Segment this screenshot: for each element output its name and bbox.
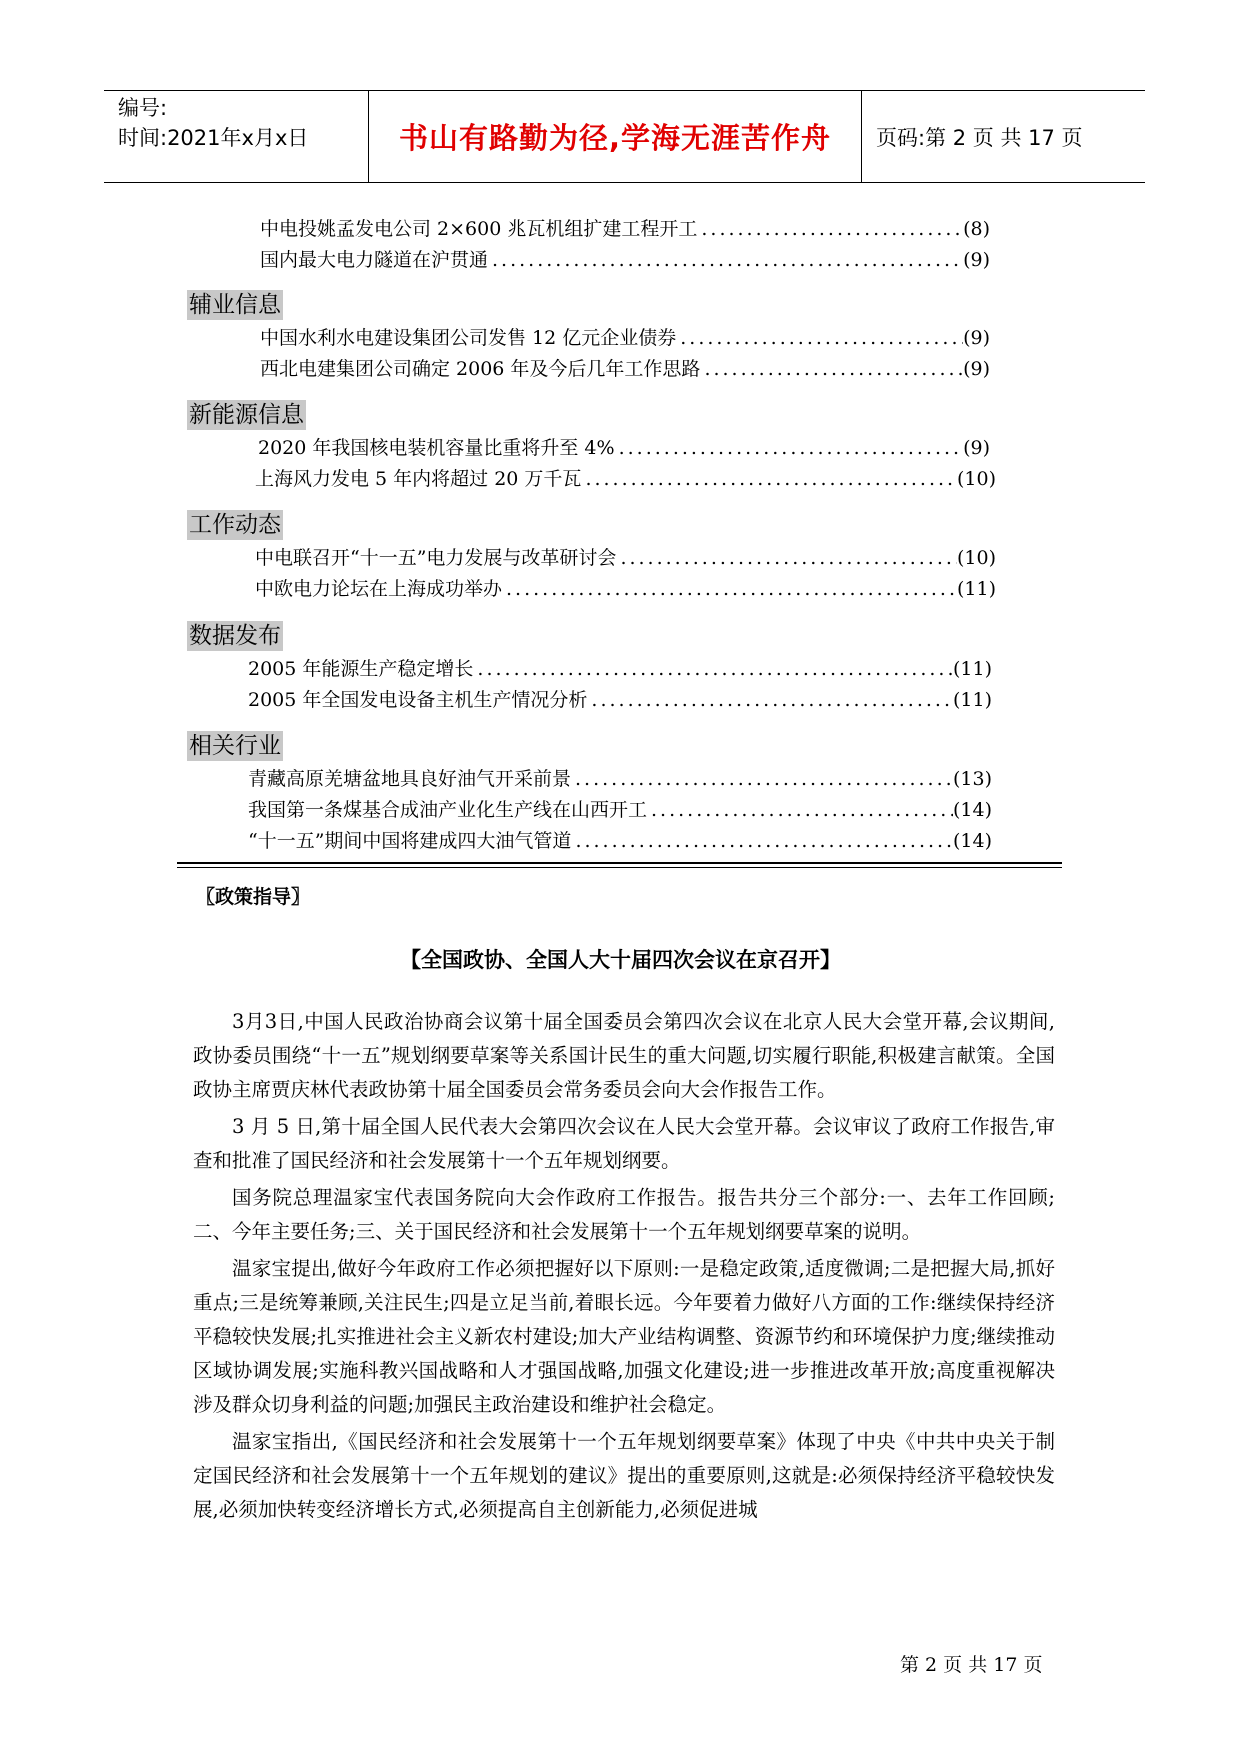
toc-page: (9) xyxy=(963,358,990,380)
toc-line[interactable] xyxy=(248,656,992,682)
page-header xyxy=(104,90,1145,183)
toc-leader xyxy=(581,466,957,492)
toc-section xyxy=(187,290,307,320)
toc-section xyxy=(187,510,307,540)
toc-leader xyxy=(502,576,957,602)
section-label: 〖政策指导〗 xyxy=(196,886,311,908)
toc-leader xyxy=(571,828,953,854)
article-body xyxy=(193,1005,1055,1530)
toc-leader xyxy=(676,325,963,351)
toc-leader xyxy=(587,687,953,713)
toc-title: 青藏高原羌塘盆地具良好油气开采前景 xyxy=(248,768,572,790)
toc-section-heading: 辅业信息 xyxy=(189,292,281,318)
paragraph: 3 月 5 日,第十届全国人民代表大会第四次会议在人民大会堂开幕。会议审议了政府工作报告,审查和批准了国民经济和社会发展第十一个五年规划纲要。 xyxy=(193,1115,1055,1172)
toc-title: 我国第一条煤基合成油产业化生产线在山西开工 xyxy=(248,799,648,821)
header-meta xyxy=(104,91,369,182)
toc-title: “十一五”期间中国将建成四大油气管道 xyxy=(248,830,572,852)
article-title: 【全国政协、全国人大十届四次会议在京召开】 xyxy=(400,948,841,972)
header-page-label: 页码:第 2 页 共 17 页 xyxy=(876,125,1083,150)
time-label: 时间:2021年x月x日 xyxy=(118,126,309,150)
toc-title: 中欧电力论坛在上海成功举办 xyxy=(255,578,503,600)
toc-page: (11) xyxy=(956,578,996,600)
paragraph: 3月3日,中国人民政治协商会议第十届全国委员会第四次会议在北京人民大会堂开幕,会议期间,政协委员围绕“十一五”规划纲要草案等关系国计民生的重大问题,切实履行职能,积极建言献策。全国政协主席贾庆林代表政协第十届全国委员会常务委员会向大会作报告工作。 xyxy=(193,1010,1055,1101)
toc-section-heading: 新能源信息 xyxy=(189,402,304,428)
divider-rule xyxy=(177,862,1062,864)
toc-leader xyxy=(571,766,953,792)
toc-section xyxy=(187,400,307,430)
toc-leader xyxy=(700,356,963,382)
toc-section-heading: 工作动态 xyxy=(189,512,281,538)
toc-page: (10) xyxy=(956,468,996,490)
toc-section xyxy=(187,621,307,651)
toc-page: (9) xyxy=(963,327,990,349)
toc-title: 2020 年我国核电装机容量比重将升至 4% xyxy=(258,437,615,459)
header-motto: 书山有路勤为径,学海无涯苦作舟 xyxy=(369,91,862,182)
toc-leader xyxy=(647,797,953,823)
toc-line[interactable] xyxy=(260,356,990,382)
toc-leader xyxy=(488,247,963,273)
toc-line[interactable] xyxy=(248,797,992,823)
toc-title: 2005 年全国发电设备主机生产情况分析 xyxy=(248,689,588,711)
paragraph: 国务院总理温家宝代表国务院向大会作政府工作报告。报告共分三个部分:一、去年工作回顾;二、今年主要任务;三、关于国民经济和社会发展第十一个五年规划纲要草案的说明。 xyxy=(193,1186,1055,1243)
toc-leader xyxy=(615,435,964,461)
toc-section-heading: 数据发布 xyxy=(189,623,281,649)
toc-line[interactable] xyxy=(255,466,996,492)
toc-leader xyxy=(616,545,957,571)
toc-title: 上海风力发电 5 年内将超过 20 万千瓦 xyxy=(255,468,582,490)
toc-line[interactable] xyxy=(258,435,990,461)
paragraph: 温家宝提出,做好今年政府工作必须把握好以下原则:一是稳定政策,适度微调;二是把握大局,抓好重点;三是统筹兼顾,关注民生;四是立足当前,着眼长远。今年要着力做好八方面的工作:继续保持经济平稳较快发展;扎实推进社会主义新农村建设;加大产业结构调整、资源节约和环境保护力度;继续推动区域协调发展;实施科教兴国战略和人才强国战略,加强文化建设;进一步推进改革开放;高度重视解决涉及群众切身利益的问题;加强民主政治建设和维护社会稳定。 xyxy=(193,1257,1055,1416)
toc-section-heading: 相关行业 xyxy=(189,733,281,759)
toc-title: 中电联召开“十一五”电力发展与改革研讨会 xyxy=(255,547,617,569)
toc-section xyxy=(187,731,307,761)
page-footer: 第 2 页 共 17 页 xyxy=(900,1654,1043,1676)
toc-line[interactable] xyxy=(255,545,996,571)
toc-page: (8) xyxy=(963,218,990,240)
toc-line[interactable] xyxy=(255,576,996,602)
toc-line[interactable] xyxy=(248,766,992,792)
toc-leader xyxy=(473,656,953,682)
toc-title: 中国水利水电建设集团公司发售 12 亿元企业债券 xyxy=(260,327,677,349)
toc-title: 2005 年能源生产稳定增长 xyxy=(248,658,474,680)
toc-page: (11) xyxy=(952,658,992,680)
toc-line[interactable] xyxy=(260,216,990,242)
toc-page: (13) xyxy=(952,768,992,790)
number-label: 编号: xyxy=(118,96,168,120)
toc-line[interactable] xyxy=(248,687,992,713)
toc-page: (9) xyxy=(963,249,990,271)
toc-leader xyxy=(697,216,963,242)
toc-line[interactable] xyxy=(260,247,990,273)
toc-title: 西北电建集团公司确定 2006 年及今后几年工作思路 xyxy=(260,358,701,380)
toc-page: (14) xyxy=(952,830,992,852)
toc-page: (10) xyxy=(956,547,996,569)
toc-line[interactable] xyxy=(248,828,992,854)
toc-title: 国内最大电力隧道在沪贯通 xyxy=(260,249,489,271)
toc-title: 中电投姚孟发电公司 2×600 兆瓦机组扩建工程开工 xyxy=(260,218,698,240)
toc-page: (9) xyxy=(963,437,990,459)
paragraph: 温家宝指出,《国民经济和社会发展第十一个五年规划纲要草案》体现了中央《中共中央关于制定国民经济和社会发展第十一个五年规划的建议》提出的重要原则,这就是:必须保持经济平稳较快发展,必须加快转变经济增长方式,必须提高自主创新能力,必须促进城 xyxy=(193,1430,1055,1521)
toc-page: (14) xyxy=(952,799,992,821)
toc-line[interactable] xyxy=(260,325,990,351)
divider-rule xyxy=(177,867,1062,868)
toc-page: (11) xyxy=(952,689,992,711)
